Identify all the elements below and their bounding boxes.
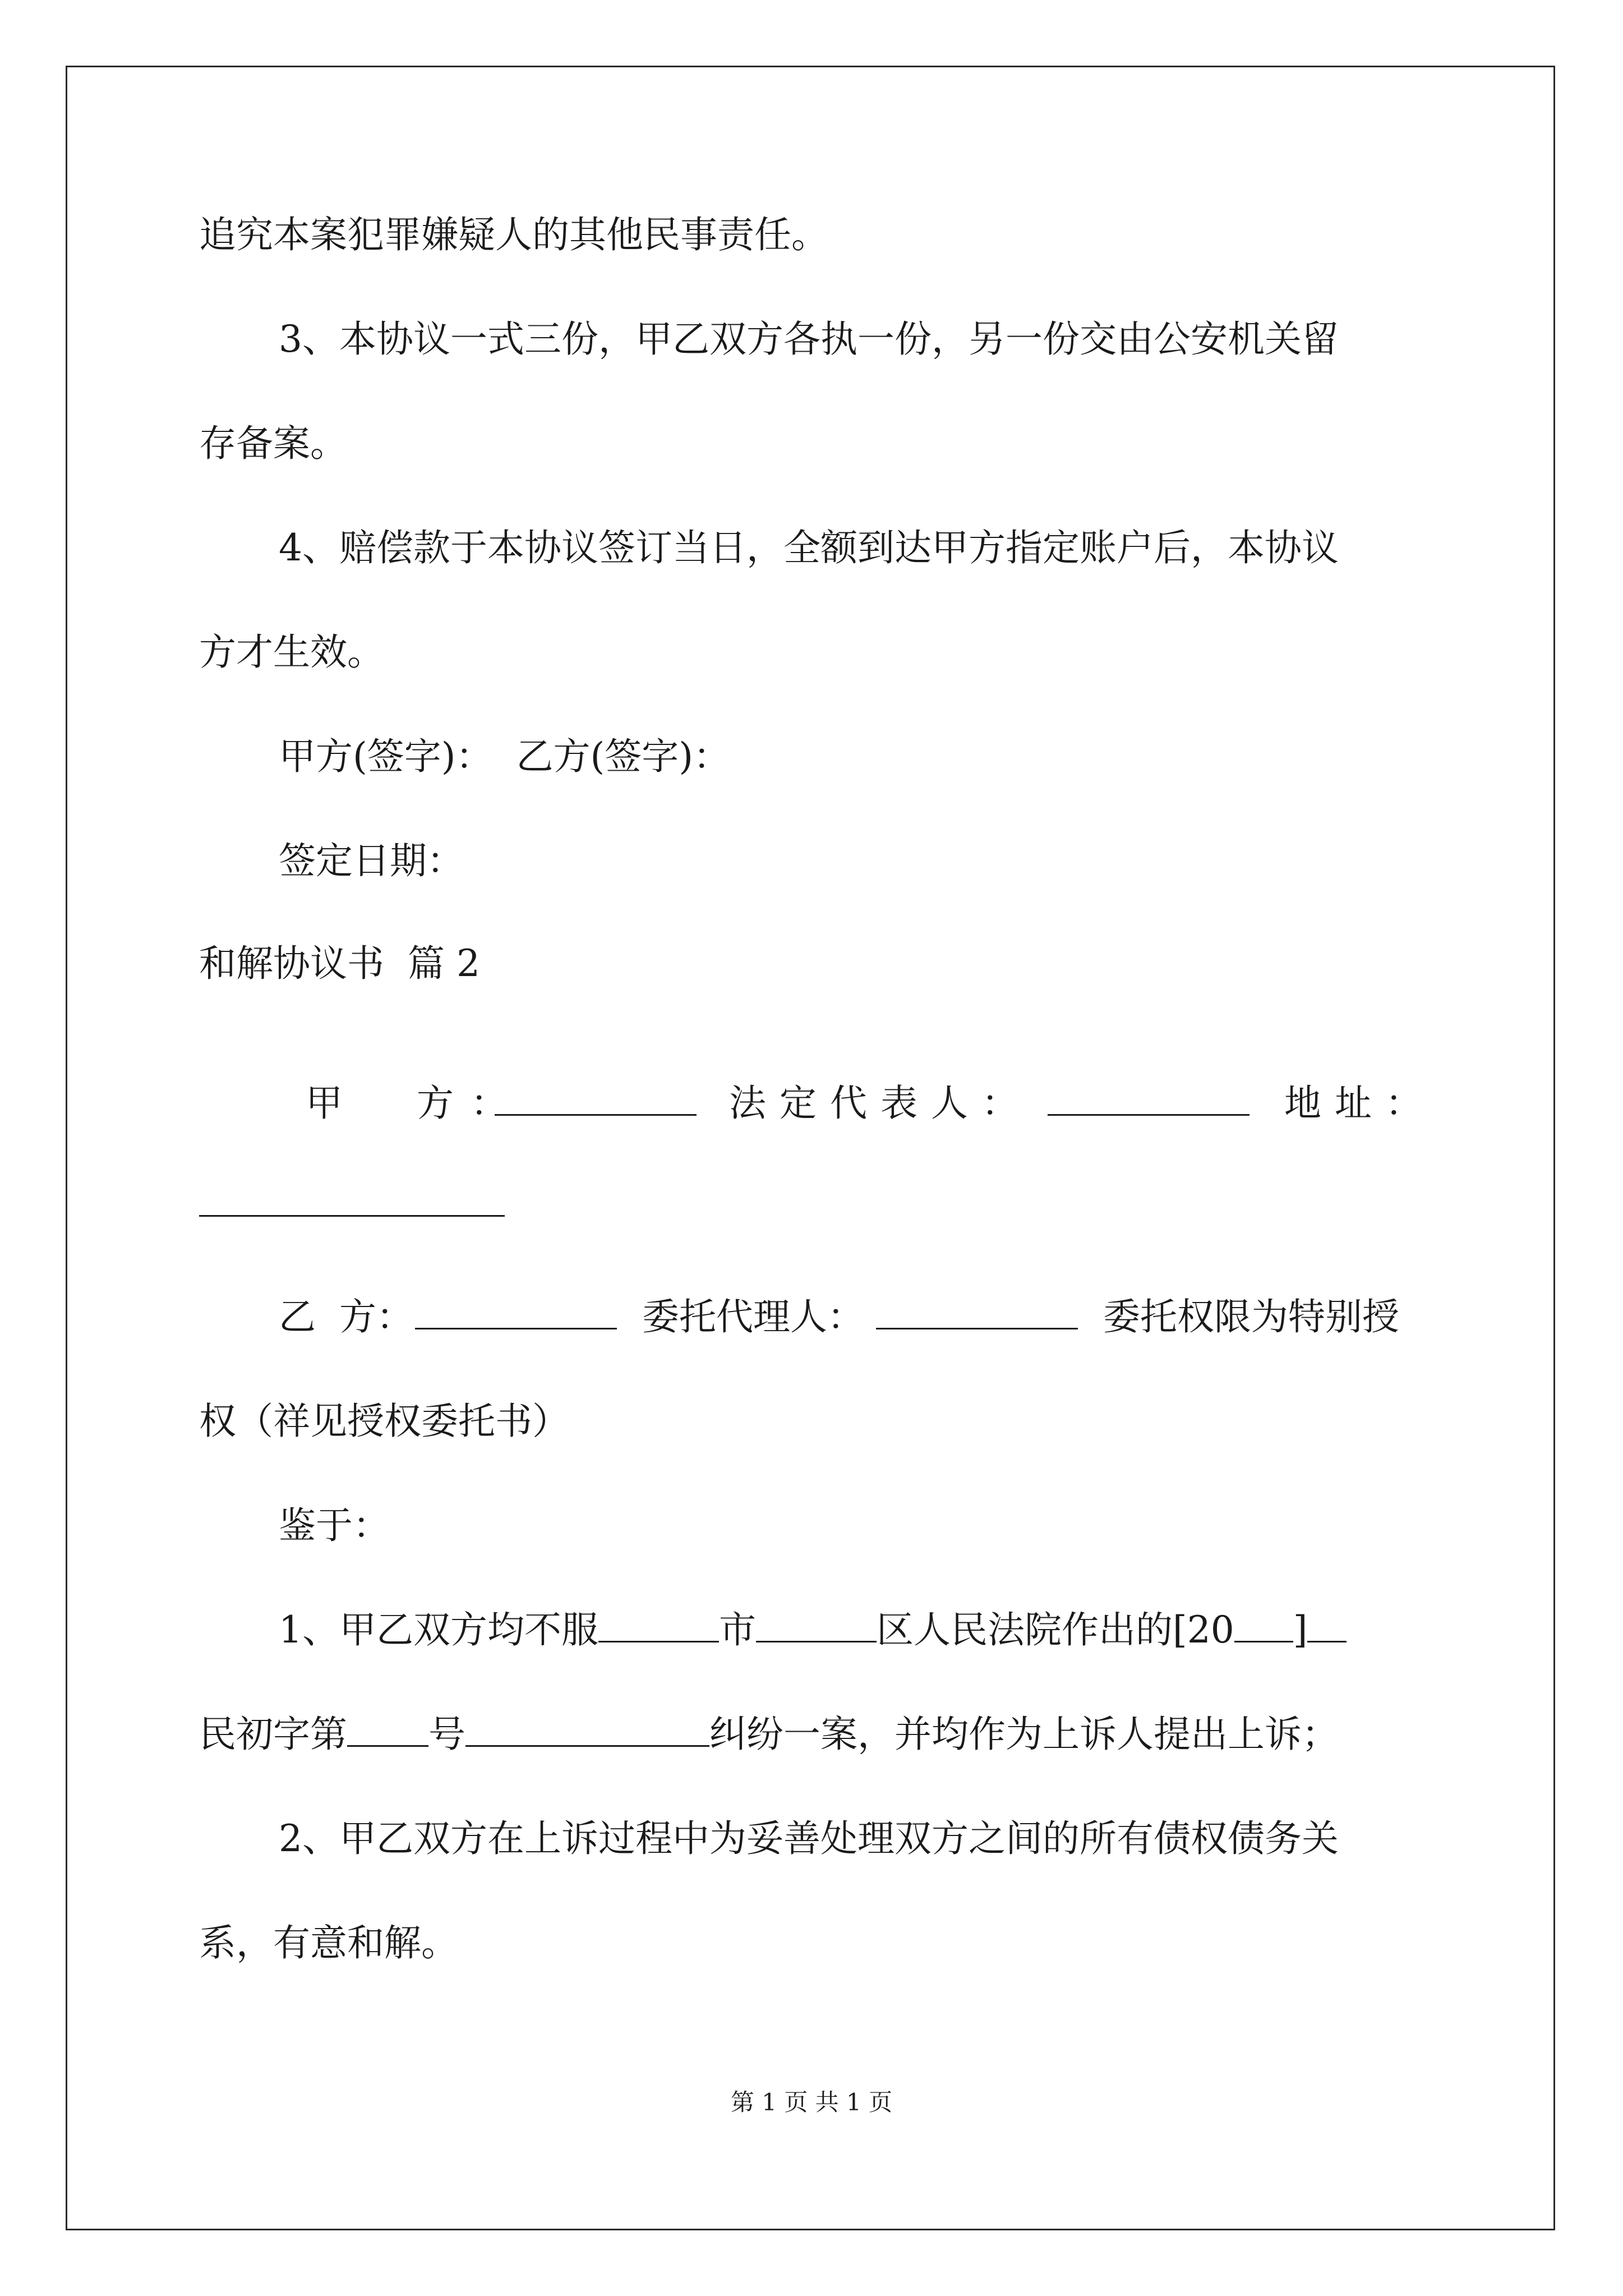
year-blank bbox=[1234, 1606, 1293, 1642]
item-1-text-b: 市 bbox=[719, 1608, 756, 1651]
case-number-blank bbox=[347, 1710, 428, 1747]
party-a-blank bbox=[495, 1078, 697, 1129]
paragraph-line: 追究本案犯罪嫌疑人的其他民事责任。 bbox=[199, 213, 828, 256]
party-a-label: 甲 方： bbox=[306, 1082, 524, 1125]
item-1-text-a: 1、甲乙双方均不服 bbox=[279, 1608, 598, 1651]
signature-line: 甲方(签字)： 乙方(签字)： bbox=[279, 735, 730, 778]
clause-4-continuation: 方才生效。 bbox=[199, 631, 384, 674]
item-2-continuation: 系，有意和解。 bbox=[199, 1921, 458, 1964]
district-blank bbox=[756, 1606, 877, 1642]
item-1-text-g: 纠纷一案，并均作为上诉人提出上诉； bbox=[709, 1713, 1339, 1756]
whereas-heading: 鉴于： bbox=[279, 1504, 390, 1547]
address-label: 地址： bbox=[1284, 1082, 1436, 1125]
party-b-label: 乙 方： bbox=[279, 1295, 413, 1338]
legal-rep-blank bbox=[1048, 1078, 1249, 1129]
court-code-blank bbox=[1307, 1606, 1347, 1642]
item-1-text-c: 区人民法院作出的[20 bbox=[877, 1608, 1234, 1651]
item-1-text-f: 号 bbox=[428, 1713, 465, 1756]
clause-3-continuation: 存备案。 bbox=[199, 422, 347, 465]
item-1-continuation bbox=[199, 1709, 1339, 1760]
clause-3-line: 3、本协议一式三份，甲乙双方各执一份，另一份交由公安机关留 bbox=[279, 318, 1339, 361]
dispute-blank bbox=[465, 1710, 709, 1747]
page-footer: 第 1 页 共 1 页 bbox=[730, 2088, 893, 2116]
sign-date: 签定日期： bbox=[279, 839, 464, 882]
authority-text: 委托权限为特别授 bbox=[1103, 1295, 1399, 1338]
address-blank bbox=[199, 1179, 505, 1230]
party-b-blank bbox=[415, 1292, 617, 1342]
item-1-line bbox=[279, 1605, 1347, 1655]
item-1-text-e: 民初字第 bbox=[199, 1713, 347, 1756]
authority-continuation: 权（祥见授权委托书） bbox=[199, 1400, 569, 1443]
item-2-line: 2、甲乙双方在上诉过程中为妥善处理双方之间的所有债权债务关 bbox=[279, 1817, 1339, 1860]
page-border bbox=[66, 66, 1555, 2230]
clause-4-line: 4、赔偿款于本协议签订当日，全额到达甲方指定账户后，本协议 bbox=[279, 526, 1339, 569]
section-title: 和解协议书 篇 2 bbox=[199, 942, 480, 985]
agent-blank bbox=[876, 1292, 1078, 1342]
item-1-text-d: ] bbox=[1293, 1608, 1308, 1651]
legal-rep-label: 法定代表人： bbox=[729, 1082, 1032, 1125]
agent-label: 委托代理人： bbox=[642, 1295, 864, 1338]
city-blank bbox=[598, 1606, 719, 1642]
